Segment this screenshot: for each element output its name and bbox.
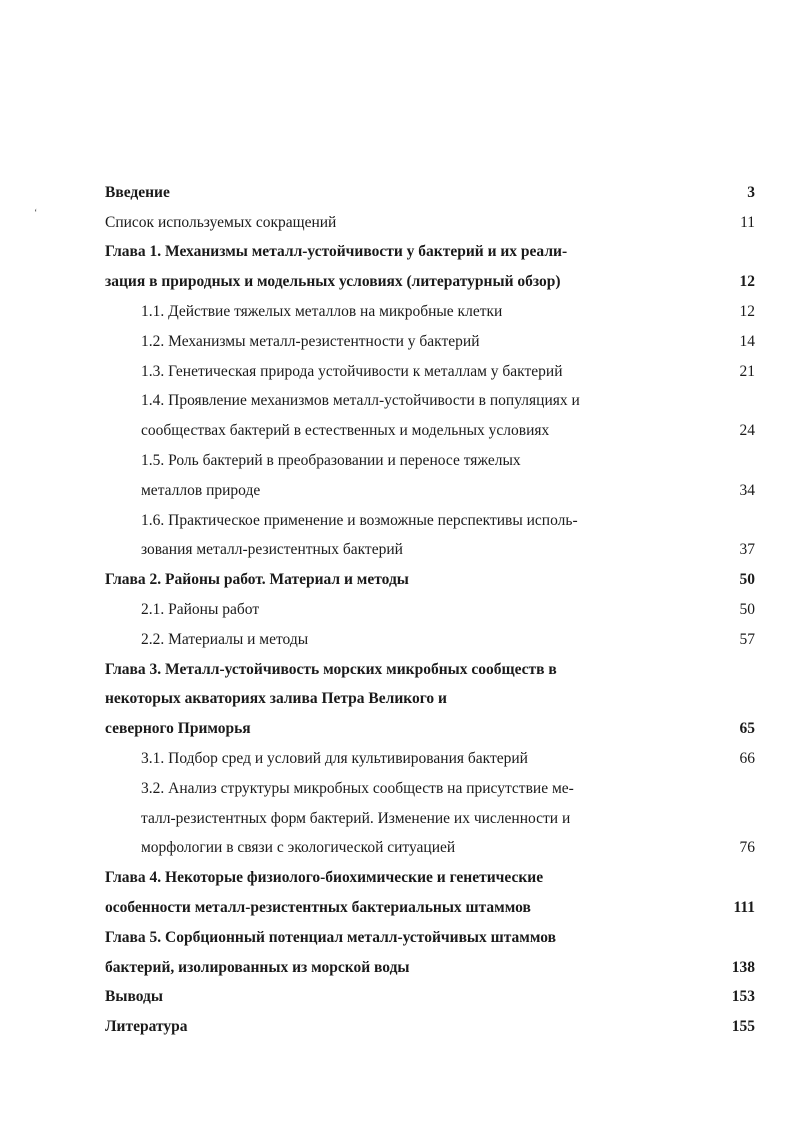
toc-entry-title: 1.2. Механизмы металл-резистентности у бактерий [141, 332, 480, 350]
toc-entry-title: Список используемых сокращений [105, 213, 337, 231]
toc-entry-page: 66 [739, 749, 755, 767]
toc-entry [105, 500, 755, 530]
toc-entry [105, 172, 755, 202]
toc-entry-page: 12 [739, 273, 755, 291]
toc-entry-title: талл-резистентных форм бактерий. Изменение их численности и [141, 809, 571, 827]
toc-entry-page: 76 [739, 839, 755, 857]
toc-entry-title: 1.4. Проявление механизмов металл-устойчивости в популяциях и [141, 392, 580, 410]
toc-entry-title: зация в природных и модельных условиях (литературный обзор) [105, 273, 561, 291]
toc-entry [105, 410, 755, 440]
toc-entry-page: 111 [733, 898, 755, 916]
toc-entry-page: 57 [739, 630, 755, 648]
toc-entry-title: 2.1. Районы работ [141, 600, 260, 618]
toc-entry-page: 153 [731, 988, 755, 1006]
toc-entry [105, 828, 755, 858]
toc-entry-page: 14 [739, 332, 755, 350]
toc-entry [105, 291, 755, 321]
toc-entry-page: 37 [739, 541, 755, 559]
toc-entry-title: Глава 2. Районы работ. Материал и методы [105, 571, 409, 589]
table-of-contents [105, 172, 755, 1036]
toc-entry [105, 887, 755, 917]
toc-entry [105, 559, 755, 589]
toc-entry [105, 977, 755, 1007]
toc-entry-page: 12 [739, 302, 755, 320]
toc-entry-page: 138 [731, 958, 755, 976]
toc-entry-title: северного Приморья [105, 720, 251, 738]
toc-entry [105, 917, 755, 947]
toc-entry-title: Глава 1. Механизмы металл-устойчивости у бактерий и их реали- [105, 243, 568, 261]
toc-entry-title: Глава 5. Сорбционный потенциал металл-устойчивых штаммов [105, 928, 556, 946]
toc-entry [105, 530, 755, 560]
toc-entry [105, 708, 755, 738]
toc-entry-title: 1.5. Роль бактерий в преобразовании и переносе тяжелых [141, 451, 521, 469]
toc-entry-title: 3.2. Анализ структуры микробных сообществ на присутствие ме- [141, 779, 574, 797]
toc-entry [105, 738, 755, 768]
toc-entry-page: 155 [731, 1018, 755, 1036]
toc-entry-title: 1.6. Практическое применение и возможные перспективы исполь- [141, 511, 578, 529]
toc-entry-page: 34 [739, 481, 755, 499]
toc-entry [105, 1006, 755, 1036]
toc-entry [105, 619, 755, 649]
toc-entry-page: 11 [740, 213, 755, 231]
toc-entry [105, 261, 755, 291]
toc-entry [105, 798, 755, 828]
toc-entry-page: 3 [747, 183, 755, 201]
toc-entry [105, 381, 755, 411]
toc-entry-page: 21 [739, 362, 755, 380]
toc-entry-title: Литература [105, 1018, 188, 1036]
toc-entry-title: 1.1. Действие тяжелых металлов на микробные клетки [141, 302, 503, 320]
toc-entry [105, 679, 755, 709]
toc-entry-title: некоторых акваториях залива Петра Великого и [105, 690, 447, 708]
toc-entry [105, 321, 755, 351]
toc-entry [105, 649, 755, 679]
toc-entry-title: бактерий, изолированных из морской воды [105, 958, 410, 976]
scan-speck: ʻ [34, 208, 38, 219]
toc-entry [105, 589, 755, 619]
toc-entry [105, 470, 755, 500]
toc-entry-page: 65 [739, 720, 755, 738]
toc-entry-title: 1.3. Генетическая природа устойчивости к металлам у бактерий [141, 362, 563, 380]
toc-entry [105, 857, 755, 887]
toc-entry [105, 947, 755, 977]
toc-entry-title: морфологии в связи с экологической ситуацией [141, 839, 456, 857]
toc-entry [105, 232, 755, 262]
toc-entry [105, 440, 755, 470]
toc-entry [105, 351, 755, 381]
toc-entry-title: 3.1. Подбор сред и условий для культивирования бактерий [141, 749, 528, 767]
toc-entry-page: 50 [739, 571, 755, 589]
toc-entry-title: Глава 4. Некоторые физиолого-биохимические и генетические [105, 869, 544, 887]
toc-entry-page: 50 [739, 600, 755, 618]
toc-entry-title: зования металл-резистентных бактерий [141, 541, 403, 559]
toc-entry-title: особенности металл-резистентных бактериальных штаммов [105, 898, 531, 916]
toc-entry [105, 202, 755, 232]
toc-entry-page: 24 [739, 422, 755, 440]
toc-entry-title: 2.2. Материалы и методы [141, 630, 309, 648]
toc-entry-title: Введение [105, 183, 170, 201]
toc-entry-title: Выводы [105, 988, 163, 1006]
toc-entry-title: металлов природе [141, 481, 261, 499]
toc-entry [105, 768, 755, 798]
toc-entry-title: Глава 3. Металл-устойчивость морских микробных сообществ в [105, 660, 557, 678]
toc-entry-title: сообществах бактерий в естественных и модельных условиях [141, 422, 550, 440]
